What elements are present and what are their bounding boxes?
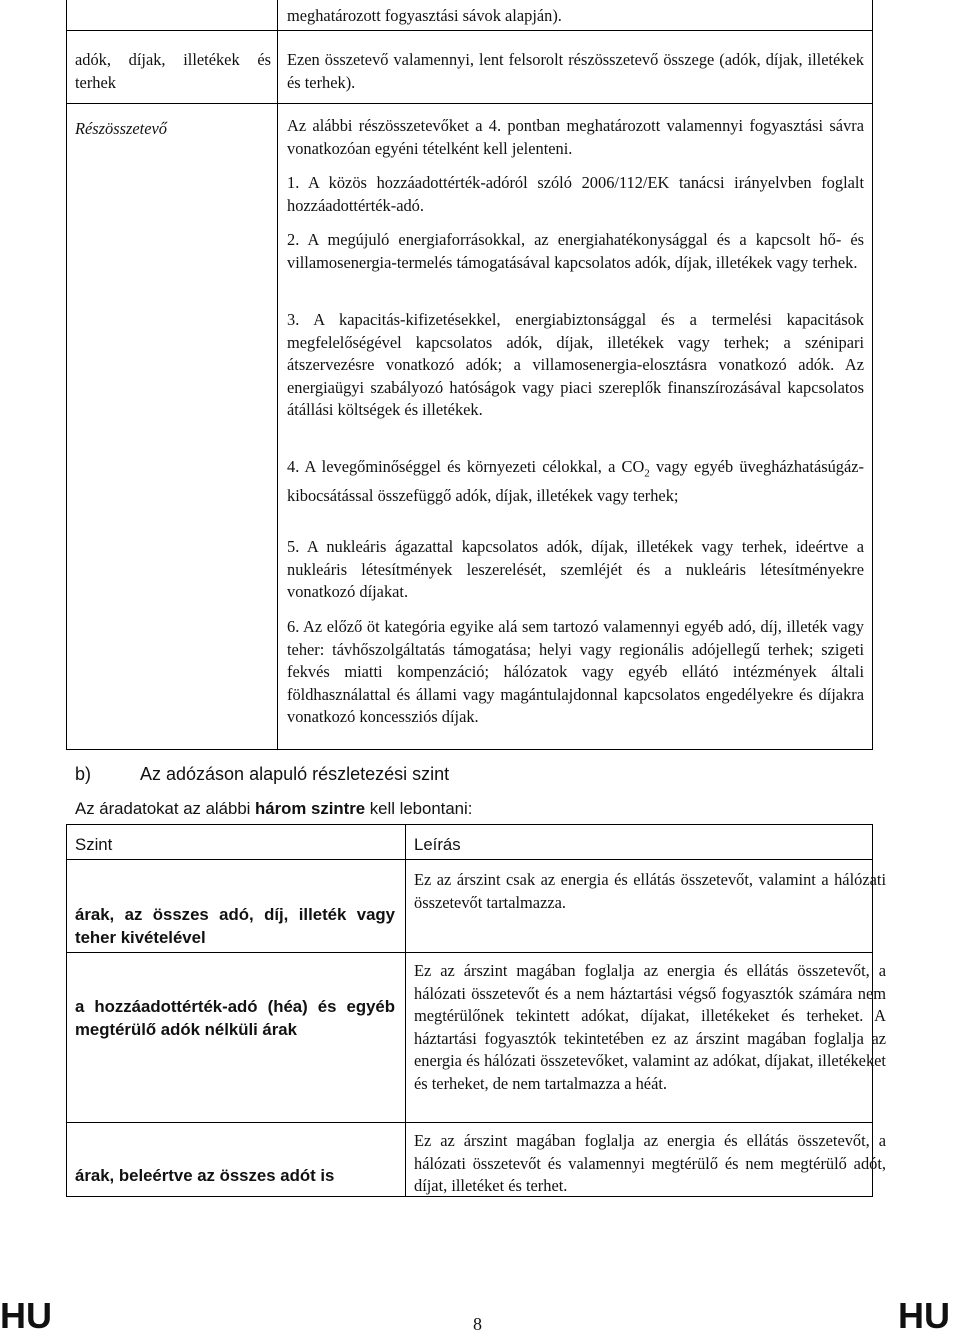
level-3-description: Ez az árszint magában foglalja az energia és ellátás összetevőt, a hálózati összetevőt és valamennyi megtérülő és nem megtérülő adót, díjat, illetéket és terhet. <box>414 1131 886 1196</box>
row0-text: meghatározott fogyasztási sávok alapján). <box>287 6 562 25</box>
section-b-heading <box>75 763 450 785</box>
intro-after: kell lebontani: <box>365 799 473 818</box>
section-b-title: Az adózáson alapuló részletezési szint <box>140 764 450 784</box>
page-number: 8 <box>473 1314 482 1334</box>
item4-text-b: vagy egyéb üvegházhatásúgáz-kibocsátással összefüggő adók, díjak, illetékek vagy terhek; <box>287 457 865 505</box>
row1-text: Ezen összetevő valamennyi, lent felsorolt részösszetevő összege (adók, díjak, illetékek és terhek). <box>287 50 864 92</box>
footer-language-right: HU <box>898 1295 950 1336</box>
level-2-description: Ez az árszint magában foglalja az energia és ellátás összetevőt, a hálózati összetevőt és a nem háztartási végső fogyasztók számára nem megtérülőnek tekintett adókat, díjakat, illetékeket és terheket. A háztartási fogyasztók tekintetében ez az árszint magában foglalja az energia és hálózati összetevőket, valamint az adókat, díjakat, illetékeket és terheket, de nem tartalmazza a héát. <box>414 961 886 1093</box>
row2-item-5: 5. A nukleáris ágazattal kapcsolatos adók, díjak, illetékek vagy terhek, ideértve a nukleáris létesítmények leszerelését, szemléjét és a nukleáris létesítményekre vonatkozó díjakat. <box>287 537 864 602</box>
table-border-bottom <box>66 749 873 750</box>
intro-bold: három szintre <box>255 799 366 818</box>
levels-header-level: Szint <box>75 835 113 854</box>
level-2: a hozzáadottérték-adó (héa) és egyéb megtérülő adók nélküli árak <box>75 997 395 1039</box>
section-b-marker: b) <box>75 764 92 784</box>
levels-row-divider-3 <box>66 1122 873 1123</box>
table-row-divider-1 <box>66 30 873 31</box>
row1-label: adók, díjak, illetékek és terhek <box>75 50 271 92</box>
table-row-divider-2 <box>66 103 873 104</box>
row2-intro: Az alábbi részösszetevőket a 4. pontban meghatározott valamennyi fogyasztási sávra vonatkozóan egyéni tételként kell jelenteni. <box>287 116 864 158</box>
levels-header-description: Leírás <box>414 835 461 854</box>
row2-item-4 <box>287 456 864 507</box>
row2-label: Részösszetevő <box>75 119 167 138</box>
table-border-right <box>872 0 873 750</box>
row2-item-2: 2. A megújuló energiaforrásokkal, az energiahatékonysággal és a kapcsolt hő- és villamosenergia-termelés támogatásával kapcsolatos adók, díjak, illetékek vagy terhek. <box>287 230 864 272</box>
table-border-left <box>66 0 67 750</box>
row2-item-1: 1. A közös hozzáadottérték-adóról szóló 2006/112/EK tanácsi irányelvben foglalt hozzáadottérték-adó. <box>287 173 864 215</box>
table-border-mid <box>277 0 278 750</box>
item4-subscript: 2 <box>644 467 650 480</box>
levels-table-mid <box>405 824 406 1197</box>
item4-text-a: 4. A levegőminőséggel és környezeti célokkal, a CO <box>287 457 645 476</box>
section-b-intro <box>75 798 472 821</box>
levels-table-top <box>66 824 873 825</box>
levels-row-divider-2 <box>66 952 873 953</box>
levels-row-divider-1 <box>66 859 873 860</box>
level-3: árak, beleértve az összes adót is <box>75 1166 335 1185</box>
levels-table-left <box>66 824 67 1197</box>
level-1-description: Ez az árszint csak az energia és ellátás összetevőt, valamint a hálózati összetevőt tartalmazza. <box>414 870 886 912</box>
row2-item-3: 3. A kapacitás-kifizetésekkel, energiabiztonsággal és a termelési kapacitások megfelelőségével kapcsolatos adók, díjak, illetékek vagy terhek; a szénipari átszervezésre vonatkozó adók; a villamosenergia-elosztásra vonatkozó adók. Az energiaügyi szabályozó hatóságok vagy piaci szereplők finanszírozásával kapcsolatos átállási költségek és illetékek. <box>287 310 864 420</box>
footer-language-left: HU <box>0 1295 52 1336</box>
row2-item-6: 6. Az előző öt kategória egyike alá sem tartozó valamennyi egyéb adó, díj, illeték vagy teher: távhőszolgáltatás támogatása; helyi vagy regionális adójellegű terhek; szigeti fekvés miatti kompenzáció; hálózatok vagy egyéb ellátó intézmények általi földhasználattal és állami vagy magántulajdonnal kapcsolatos engedélyekre és díjakra vonatkozó koncessziós díjak. <box>287 617 864 727</box>
level-1: árak, az összes adó, díj, illeték vagy teher kivételével <box>75 905 395 947</box>
intro-before: Az áradatokat az alábbi <box>75 799 256 818</box>
